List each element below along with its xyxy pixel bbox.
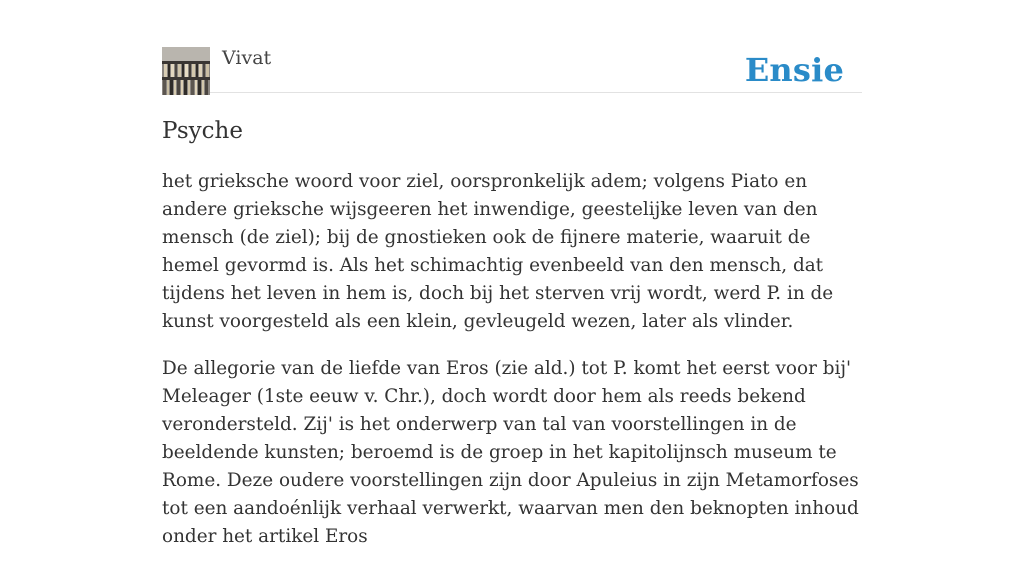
article-header: [162, 46, 862, 93]
article-paragraph: De allegorie van de liefde van Eros (zie ald.) tot P. komt het eerst voor bij' Meleager (1ste eeuw v. Chr.), doch wordt door hem als reeds bekend verondersteld. Zij' is het onderwerp van tal van voorstellingen in de beeldende kunsten; beroemd is de groep in het kapitolijnsch museum te Rome. Deze oudere voorstellingen zijn door Apuleius in zijn Metamorfoses tot een aandoénlijk verhaal verwerkt, waarvan men den beknopten inhoud onder het artikel Eros: [162, 358, 859, 547]
author-name[interactable]: Vivat: [222, 47, 272, 69]
author-avatar[interactable]: [162, 47, 210, 95]
page: [162, 0, 862, 547]
article-body: [162, 168, 862, 570]
article-title: Psyche: [162, 118, 243, 144]
bookshelf-avatar-icon: [162, 47, 210, 95]
article-paragraph: het grieksche woord voor ziel, oorspronkelijk adem; volgens Piato en andere grieksche wijsgeeren het inwendige, geestelijke leven van den mensch (de ziel); bij de gnostieken ook de fijnere materie, waaruit de hemel gevormd is. Als het schimachtig evenbeeld van den mensch, dat tijdens het leven in hem is, doch bij het sterven vrij wordt, werd P. in de kunst voorgesteld als een klein, gevleugeld wezen, later als vlinder.: [162, 171, 834, 332]
site-logo[interactable]: Ensie: [744, 51, 844, 89]
